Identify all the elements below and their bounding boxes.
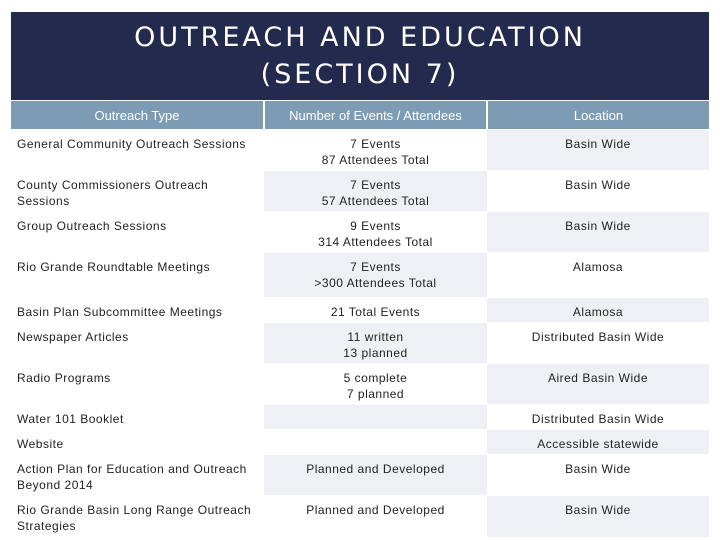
cell-outreach-type: Rio Grande Roundtable Meetings xyxy=(11,253,264,298)
cell-location: Alamosa xyxy=(487,253,709,298)
events-line: 7 Events xyxy=(350,178,401,192)
cell-outreach-type: Group Outreach Sessions xyxy=(11,212,264,253)
events-line: 9 Events xyxy=(350,219,401,233)
cell-events-attendees xyxy=(264,455,487,496)
cell-events-attendees xyxy=(264,171,487,212)
events-line: 7 Events xyxy=(350,137,401,151)
outreach-table xyxy=(11,101,709,537)
cell-events-attendees xyxy=(264,130,487,171)
cell-location: Basin Wide xyxy=(487,496,709,537)
header-outreach-type: Outreach Type xyxy=(11,101,264,130)
events-line: Planned and Developed xyxy=(306,462,445,476)
slide-title-line-2: (SECTION 7) xyxy=(260,59,460,90)
cell-outreach-type: Water 101 Booklet xyxy=(11,405,264,430)
table-row xyxy=(11,455,709,496)
table-row xyxy=(11,496,709,537)
cell-outreach-type: Radio Programs xyxy=(11,364,264,405)
cell-location: Distributed Basin Wide xyxy=(487,405,709,430)
cell-events-attendees xyxy=(264,430,487,455)
cell-outreach-type: Newspaper Articles xyxy=(11,323,264,364)
events-line: 7 planned xyxy=(346,387,405,401)
table-row xyxy=(11,171,709,212)
cell-location: Aired Basin Wide xyxy=(487,364,709,405)
events-line: 87 Attendees Total xyxy=(321,153,430,167)
table-row xyxy=(11,364,709,405)
cell-location: Accessible statewide xyxy=(487,430,709,455)
table-row xyxy=(11,253,709,298)
cell-location: Basin Wide xyxy=(487,130,709,171)
events-line: 57 Attendees Total xyxy=(321,194,430,208)
cell-events-attendees xyxy=(264,212,487,253)
cell-outreach-type: Basin Plan Subcommittee Meetings xyxy=(11,298,264,323)
events-line: 11 written xyxy=(347,330,404,344)
events-line: 7 Events xyxy=(350,260,401,274)
cell-events-attendees xyxy=(264,364,487,405)
header-events-attendees: Number of Events / Attendees xyxy=(264,101,487,130)
events-line: >300 Attendees Total xyxy=(314,276,437,290)
cell-outreach-type: Action Plan for Education and Outreach Beyond 2014 xyxy=(11,455,264,496)
cell-events-attendees xyxy=(264,298,487,323)
cell-events-attendees xyxy=(264,496,487,537)
table-row xyxy=(11,130,709,171)
events-line: Planned and Developed xyxy=(306,503,445,517)
table-row xyxy=(11,323,709,364)
cell-location: Basin Wide xyxy=(487,171,709,212)
events-line: 314 Attendees Total xyxy=(318,235,433,249)
cell-outreach-type: Website xyxy=(11,430,264,455)
table-row xyxy=(11,405,709,430)
cell-location: Alamosa xyxy=(487,298,709,323)
cell-location: Basin Wide xyxy=(487,212,709,253)
cell-location: Distributed Basin Wide xyxy=(487,323,709,364)
slide-title-line-1: OUTREACH AND EDUCATION xyxy=(134,22,586,53)
events-line: 5 complete xyxy=(343,371,408,385)
events-line: 13 planned xyxy=(343,346,408,360)
table-header xyxy=(11,101,709,130)
cell-outreach-type: General Community Outreach Sessions xyxy=(11,130,264,171)
cell-events-attendees xyxy=(264,253,487,298)
header-location: Location xyxy=(487,101,709,130)
cell-location: Basin Wide xyxy=(487,455,709,496)
table-row xyxy=(11,430,709,455)
cell-outreach-type: County Commissioners Outreach Sessions xyxy=(11,171,264,212)
cell-events-attendees xyxy=(264,323,487,364)
cell-outreach-type: Rio Grande Basin Long Range Outreach Strategies xyxy=(11,496,264,537)
slide-title-bar xyxy=(11,12,709,100)
table-body xyxy=(11,130,709,537)
cell-events-attendees xyxy=(264,405,487,430)
table-row xyxy=(11,212,709,253)
events-line: 21 Total Events xyxy=(330,305,421,319)
table-row xyxy=(11,298,709,323)
